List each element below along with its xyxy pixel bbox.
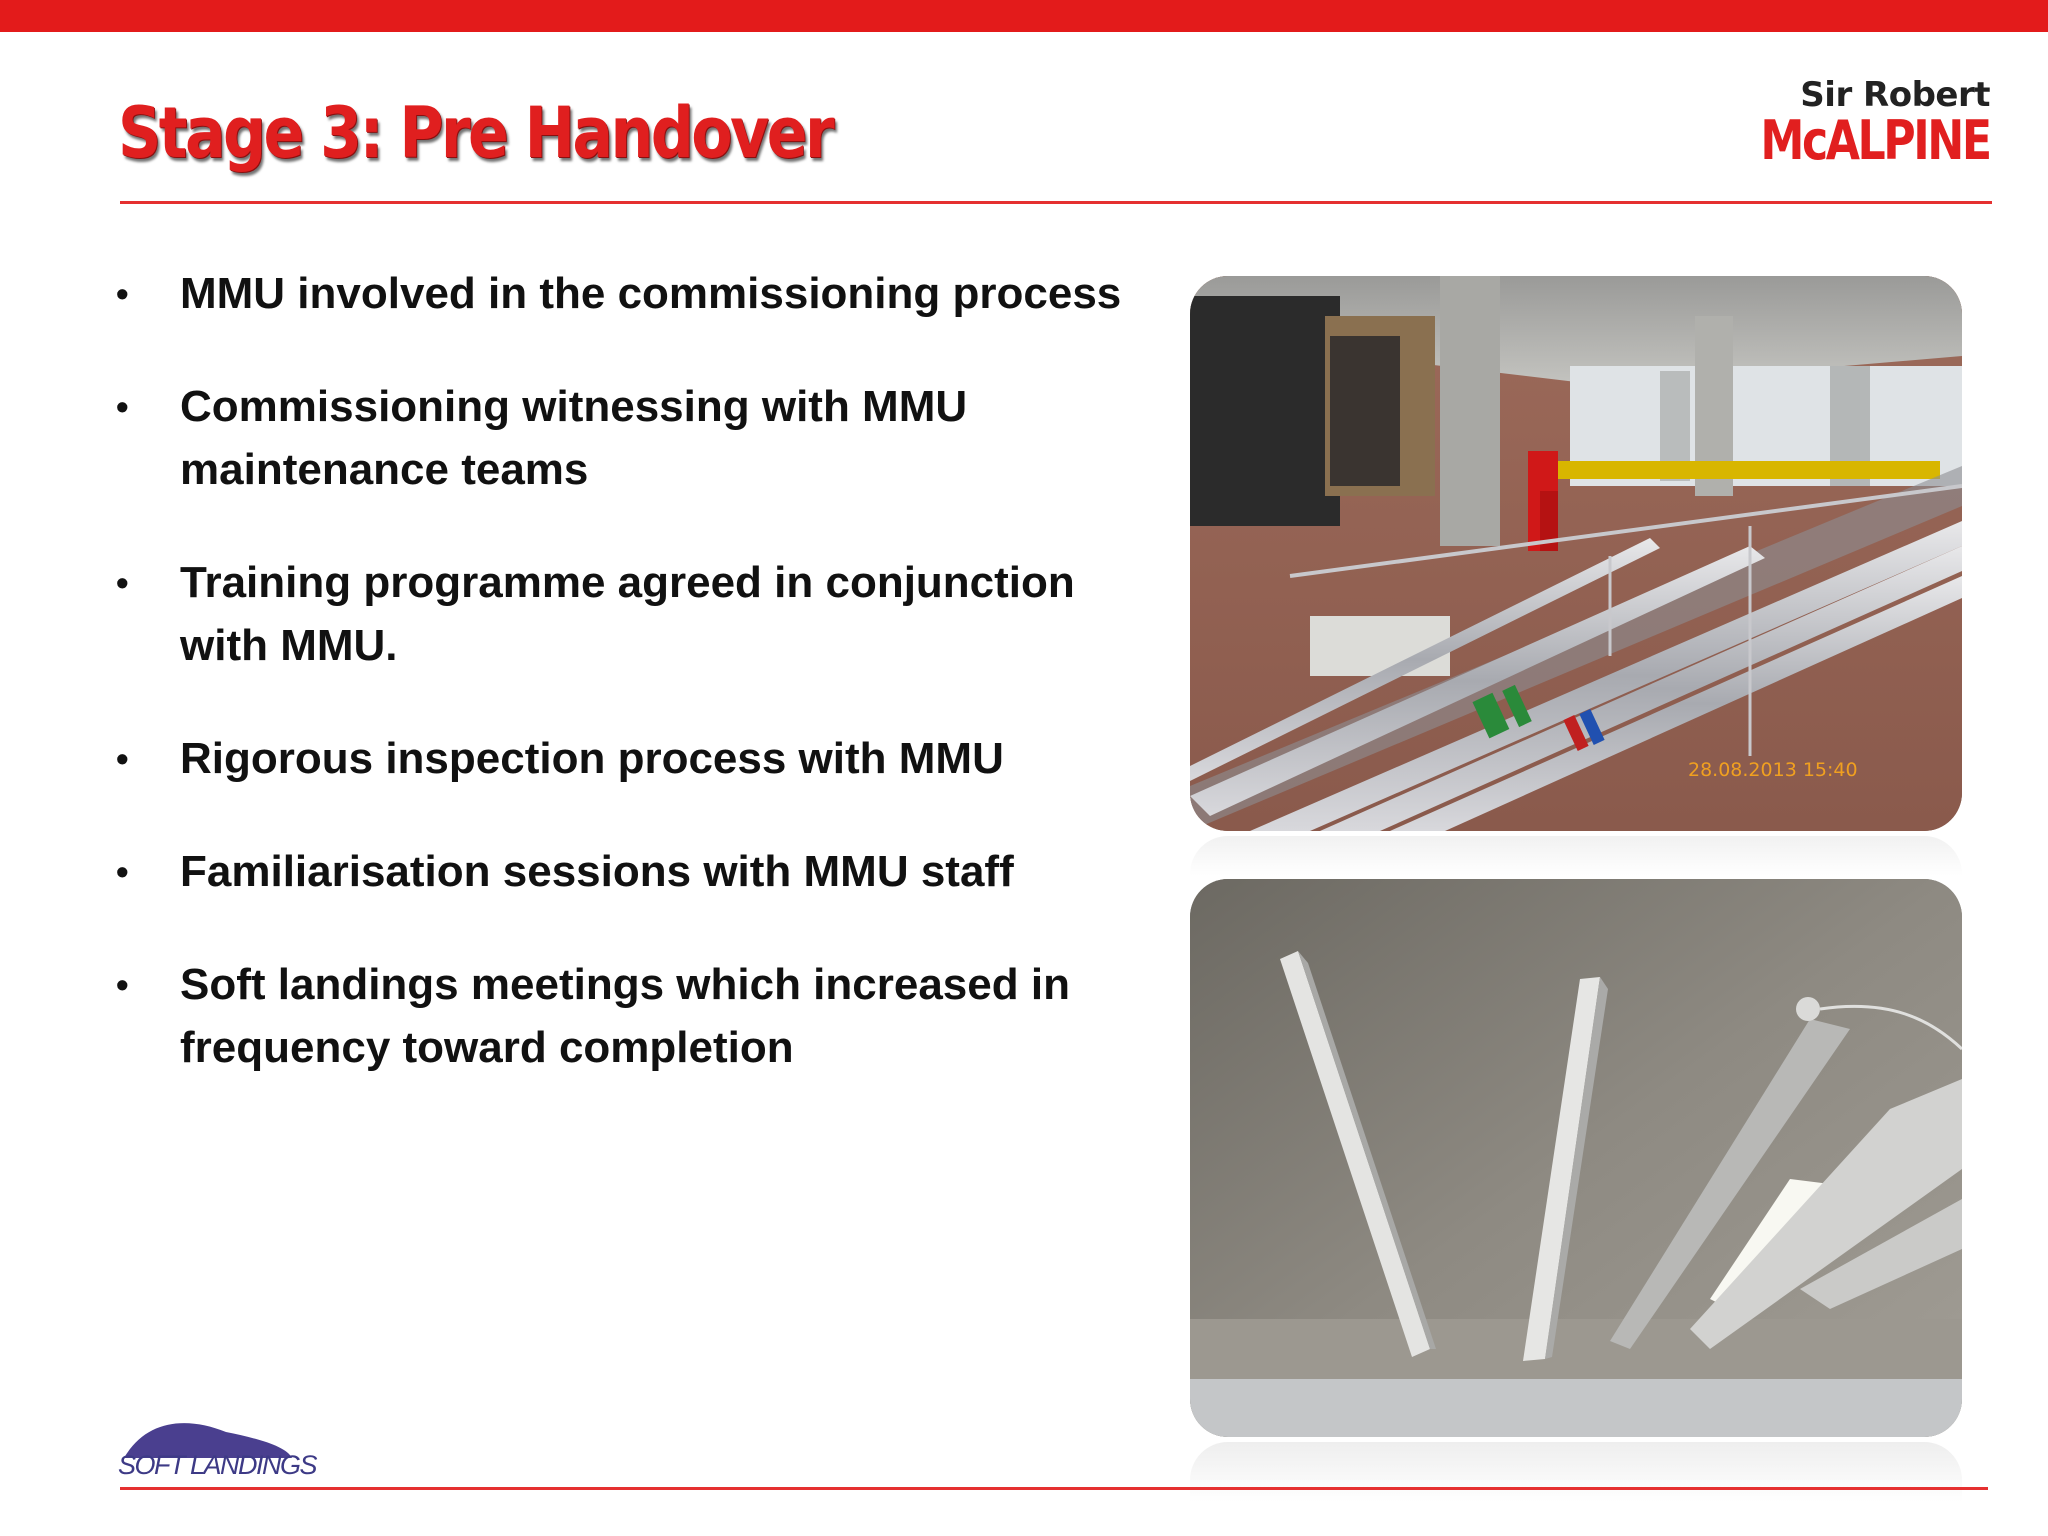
bullet-dot-icon: • [116,964,129,1005]
company-logo [1710,75,1990,172]
photo-reflection [1190,836,1962,876]
bullet-text: Training programme agreed in conjunction with MMU. [180,558,1075,670]
bullet-text: MMU involved in the commissioning process [180,269,1122,318]
soft-landings-logo-text: SOFT LANDINGS [118,1450,317,1480]
bullet-item [112,375,1172,501]
bullet-list [112,262,1172,1129]
bullet-item [112,551,1172,677]
bullet-dot-icon: • [116,738,129,779]
bullet-text: Rigorous inspection process with MMU [180,734,1004,783]
bullet-dot-icon: • [116,273,129,314]
header-divider [120,201,1992,204]
soft-landings-logo [116,1410,317,1484]
top-accent-bar [0,0,2048,32]
photo-reflection [1190,1442,1962,1502]
company-logo-line2: McALPINE [1760,109,1990,172]
bullet-item [112,840,1172,903]
bullet-text: Familiarisation sessions with MMU staff [180,847,1014,896]
construction-photo [1190,276,1962,831]
ceiling-photo [1190,879,1962,1437]
bullet-text: Commissioning witnessing with MMU maintenance teams [180,382,968,494]
bullet-item [112,727,1172,790]
bullet-text: Soft landings meetings which increased in frequency toward completion [180,960,1070,1072]
bullet-dot-icon: • [116,562,129,603]
bullet-dot-icon: • [116,386,129,427]
photo-timestamp: 28.08.2013 15:40 [1688,759,1858,781]
bullet-item [112,262,1172,325]
bullet-dot-icon: • [116,851,129,892]
company-logo-line1: Sir Robert [1800,75,1990,115]
bullet-item [112,953,1172,1079]
slide-title: Stage 3: Pre Handover [118,92,833,174]
footer-divider [120,1487,1988,1490]
